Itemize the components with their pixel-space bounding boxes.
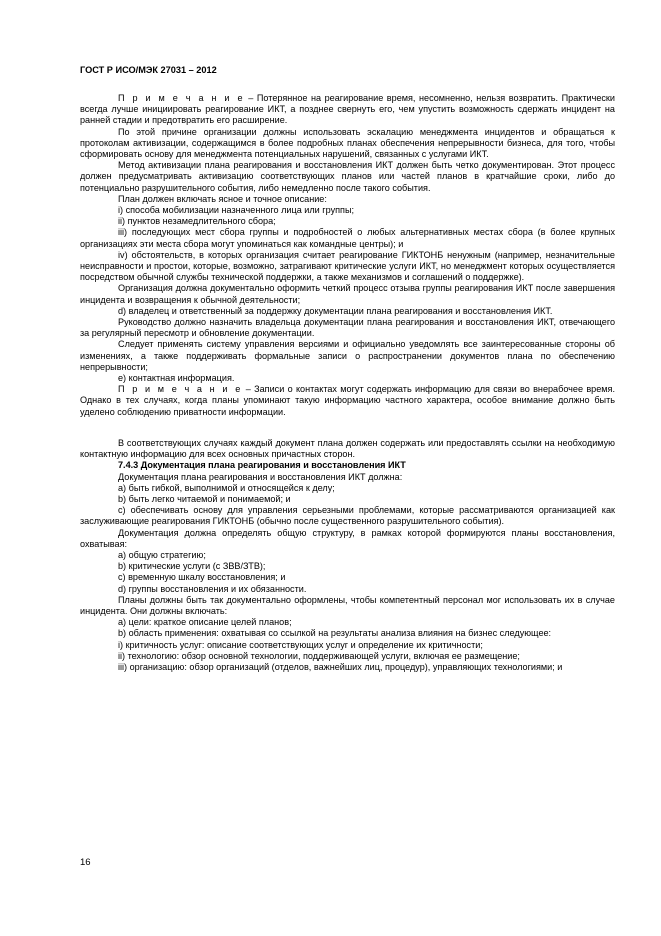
list-item: d) группы восстановления и их обязанности. — [118, 583, 307, 594]
list-item: ii) пунктов незамедлительного сбора; — [118, 216, 276, 227]
list-item: b) область применения: охватывая со ссылкой на результаты анализа влияния на бизнес следующее: — [118, 628, 552, 639]
standard-header: ГОСТ Р ИСО/МЭК 27031 – 2012 — [80, 65, 217, 75]
note-label: П р и м е ч а н и е — [118, 384, 243, 395]
paragraph: Руководство должно назначить владельца документации плана реагирования и восстановления ИКТ, отвечающего за регулярный пересмотр и обновление документации. — [80, 317, 615, 339]
list-item: iv) обстоятельств, в которых организация считает реагирование ГИКТОНБ ненужным (например, незначительные неисправности и простои, которые, возможно, затрагивают критические услуги ИКТ, но менеджмент которых осуществляется посредством обычной службы технической поддержки, а также механизмов и соглашений о поддержке). — [80, 249, 615, 283]
paragraph: Метод активизации плана реагирования и восстановления ИКТ должен быть четко документирован. Этот процесс должен предусматривать активизацию соответствующих планов или частей планов в кратчайшие сроки, либо до потенциально разрушительного события, либо немедленно после такого события. — [80, 160, 615, 193]
document-body — [80, 93, 615, 673]
section-heading: 7.4.3 Документация плана реагирования и восстановления ИКТ — [118, 460, 406, 471]
list-item: a) общую стратегию; — [118, 549, 206, 560]
list-item: d) владелец и ответственный за поддержку документации плана реагирования и восстановления ИКТ. — [118, 305, 553, 316]
paragraph: Документация должна определять общую структуру, в рамках которой формируются планы восстановления, охватывая: — [80, 527, 615, 549]
paragraph: Организация должна документально оформить четкий процесс отзыва группы реагирования ИКТ после завершения инцидента и возвращения к обычной деятельности; — [80, 283, 615, 305]
list-item: e) контактная информация. — [118, 373, 235, 384]
note-text: – Записи о контактах могут содержать информацию для связи во внерабочее время. Однако в тех случаях, когда планы упоминают такую информацию частного характера, особое внимание должно быть уделено соблюдению приватности информации. — [80, 384, 615, 417]
paragraph: Следует применять систему управления версиями и официально уведомлять все заинтересованные стороны об изменениях, а также поддерживать формальные записи о распространении документов плана по обеспечению непрерывности; — [80, 339, 615, 372]
paragraph: По этой причине организации должны использовать эскалацию менеджмента инцидентов и обращаться к протоколам активизации, содержащимся в более подробных планах обеспечения непрерывности бизнеса, для того, чтобы сформировать основу для менеджмента потенциальных нарушений, связанных с услугами ИКТ. — [80, 126, 615, 160]
note-paragraph — [80, 93, 615, 127]
list-item: i) критичность услуг: описание соответствующих услуг и определение их критичности; — [118, 639, 483, 650]
list-item: c) временную шкалу восстановления; и — [118, 572, 286, 583]
spacer — [80, 418, 615, 438]
list-item: b) быть легко читаемой и понимаемой; и — [118, 493, 291, 504]
list-item: a) быть гибкой, выполнимой и относящейся к делу; — [118, 482, 335, 493]
paragraph: Документация плана реагирования и восстановления ИКТ должна: — [118, 471, 403, 482]
list-item: c) обеспечивать основу для управления серьезными проблемами, которые рассматриваются организацией как заслуживающие реагирования ГИКТОНБ (обычно после существенного разрушительного события). — [80, 505, 615, 527]
page-number: 16 — [80, 857, 91, 868]
note-paragraph — [80, 384, 615, 418]
list-item: iii) организацию: обзор организаций (отделов, важнейших лиц, процедур), управляющих технологиями; и — [118, 661, 563, 672]
paragraph: План должен включать ясное и точное описание: — [118, 193, 327, 204]
note-label: П р и м е ч а н и е — [118, 93, 245, 103]
list-item: i) способа мобилизации назначенного лица или группы; — [118, 205, 355, 216]
paragraph: Планы должны быть так документально оформлены, чтобы компетентный персонал мог использовать их в случае инцидента. Они должны включать: — [80, 594, 615, 616]
list-item: iii) последующих мест сбора группы и подробностей о любых альтернативных местах сбора (в более крупных организациях эти места сбора могут упоминаться как командные центры); и — [80, 227, 615, 249]
paragraph: В соответствующих случаях каждый документ плана должен содержать или предоставлять ссылки на необходимую контактную информацию для всех основных причастных сторон. — [80, 437, 615, 460]
note-text: – Потерянное на реагирование время, несомненно, нельзя возвратить. Практически всегда лучше инициировать реагирование ИКТ, а позднее свернуть его, чем упустить возможность сдержать инцидент на ранней стадии и предотвратить его расширение. — [80, 93, 615, 126]
list-item: ii) технологию: обзор основной технологии, поддерживающей услуги, включая ее размещение; — [118, 650, 520, 661]
list-item: a) цели: краткое описание целей планов; — [118, 617, 292, 628]
list-item: b) критические услуги (с ЗВВ/ЗТВ); — [118, 561, 266, 572]
